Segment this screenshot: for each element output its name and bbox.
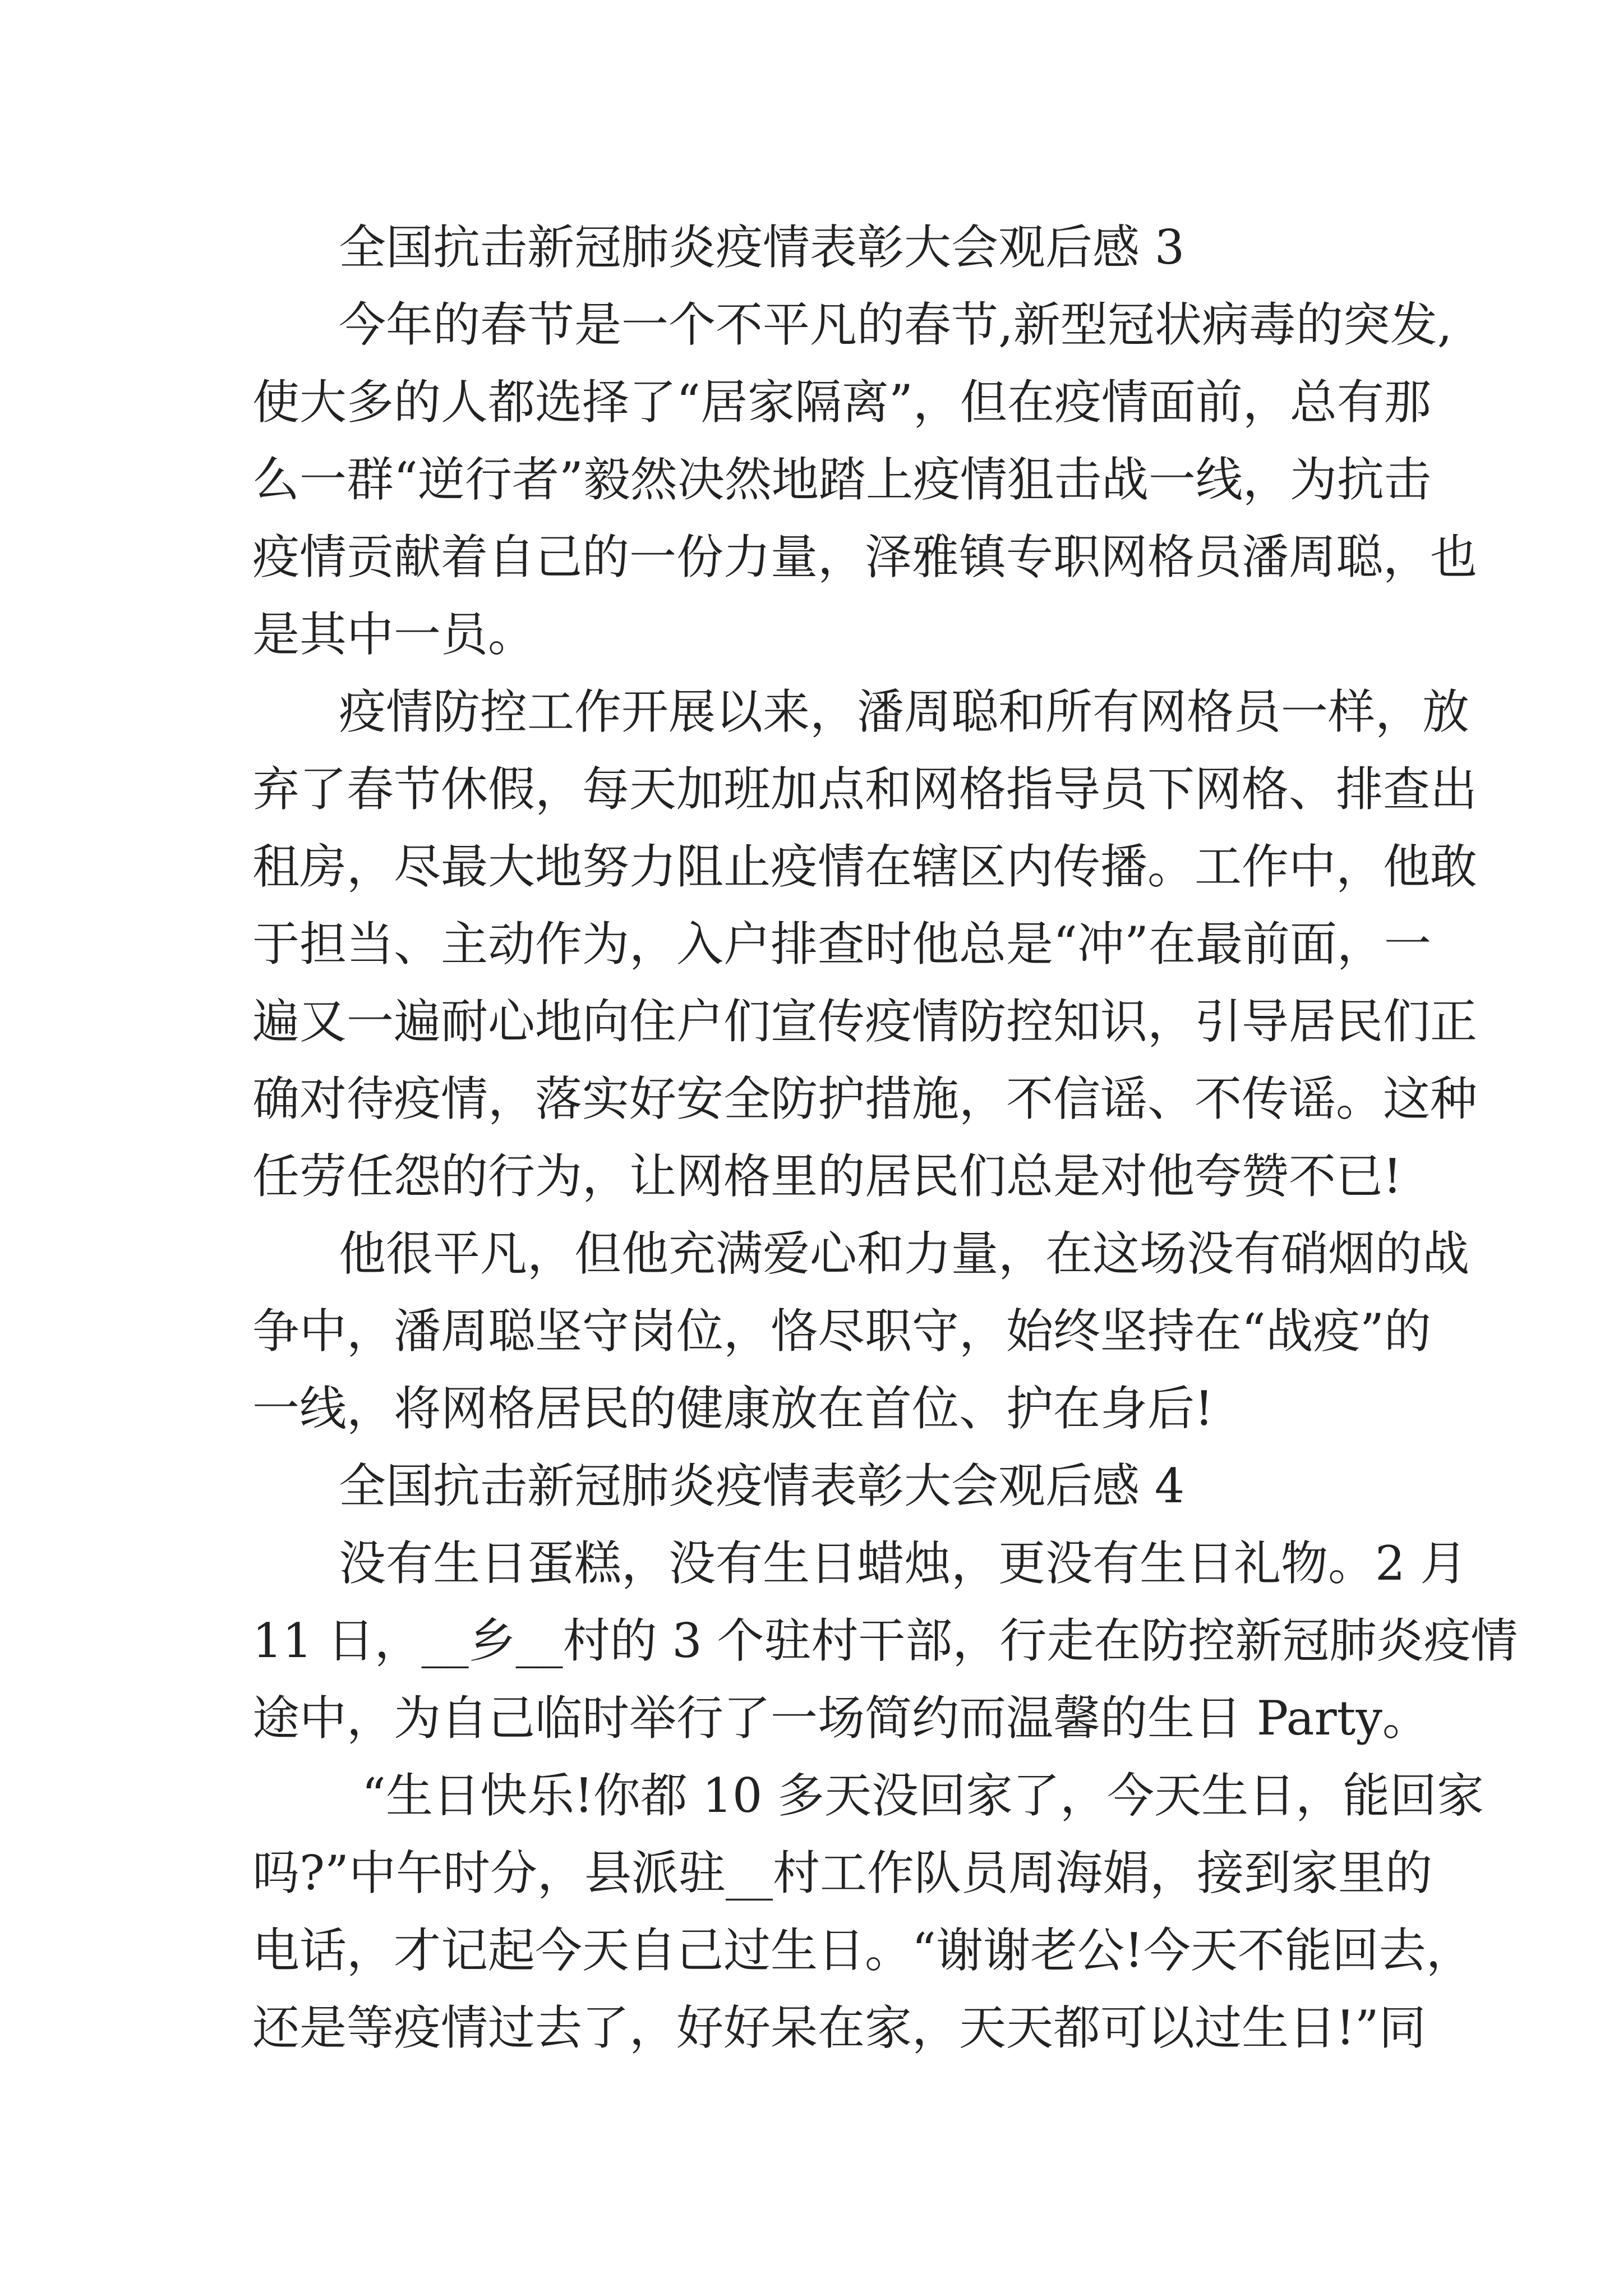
text-line: 争中，潘周聪坚守岗位，恪尽职守，始终坚持在“战疫”的 (252, 1304, 1431, 1359)
text-line: 使大多的人都选择了“居家隔离”，但在疫情面前，总有那 (252, 375, 1431, 430)
section-heading-3: 全国抗击新冠肺炎疫情表彰大会观后感 3 (339, 220, 1185, 275)
text-line: 吗?”中午时分，县派驻__村工作队员周海娟，接到家里的 (252, 1846, 1432, 1901)
text-line: “生日快乐!你都 10 多天没回家了，今天生日，能回家 (362, 1768, 1484, 1823)
document-body (252, 209, 1518, 2067)
text-line: 遍又一遍耐心地向住户们宣传疫情防控知识，引导居民们正 (252, 994, 1478, 1049)
text-line: 确对待疫情，落实好安全防护措施，不信谣、不传谣。这种 (252, 1071, 1478, 1126)
text-line: 弃了春节休假，每天加班加点和网格指导员下网格、排查出 (252, 762, 1478, 817)
text-line: 他很平凡，但他充满爱心和力量，在这场没有硝烟的战 (339, 1226, 1470, 1281)
text-line: 电话，才记起今天自己过生日。“谢谢老公!今天不能回去， (252, 1923, 1473, 1978)
text-line: 疫情防控工作开展以来，潘周聪和所有网格员一样，放 (339, 684, 1470, 739)
text-line: 任劳任怨的行为，让网格里的居民们总是对他夸赞不已! (252, 1149, 1402, 1204)
text-line: 途中，为自己临时举行了一场简约而温馨的生日 Party。 (252, 1691, 1430, 1746)
section-heading-4: 全国抗击新冠肺炎疫情表彰大会观后感 4 (339, 1458, 1185, 1513)
text-line: 11 日，__乡__村的 3 个驻村干部，行走在防控新冠肺炎疫情 (252, 1613, 1518, 1668)
text-line: 于担当、主动作为，入户排查时他总是“冲”在最前面，一 (252, 917, 1431, 972)
text-line: 疫情贡献着自己的一份力量，泽雅镇专职网格员潘周聪，也 (252, 530, 1478, 585)
text-line: 一线，将网格居民的健康放在首位、护在身后! (252, 1381, 1214, 1436)
text-line: 没有生日蛋糕，没有生日蜡烛，更没有生日礼物。2 月 (339, 1536, 1468, 1591)
text-line: 么一群“逆行者”毅然决然地踏上疫情狙击战一线，为抗击 (252, 452, 1431, 507)
text-line: 还是等疫情过去了，好好呆在家，天天都可以过生日!”同 (252, 2000, 1426, 2055)
text-line: 租房，尽最大地努力阻止疫情在辖区内传播。工作中，他敢 (252, 839, 1478, 894)
text-line: 是其中一员。 (252, 607, 536, 662)
text-line: 今年的春节是一个不平凡的春节,新型冠状病毒的突发, (339, 297, 1453, 352)
